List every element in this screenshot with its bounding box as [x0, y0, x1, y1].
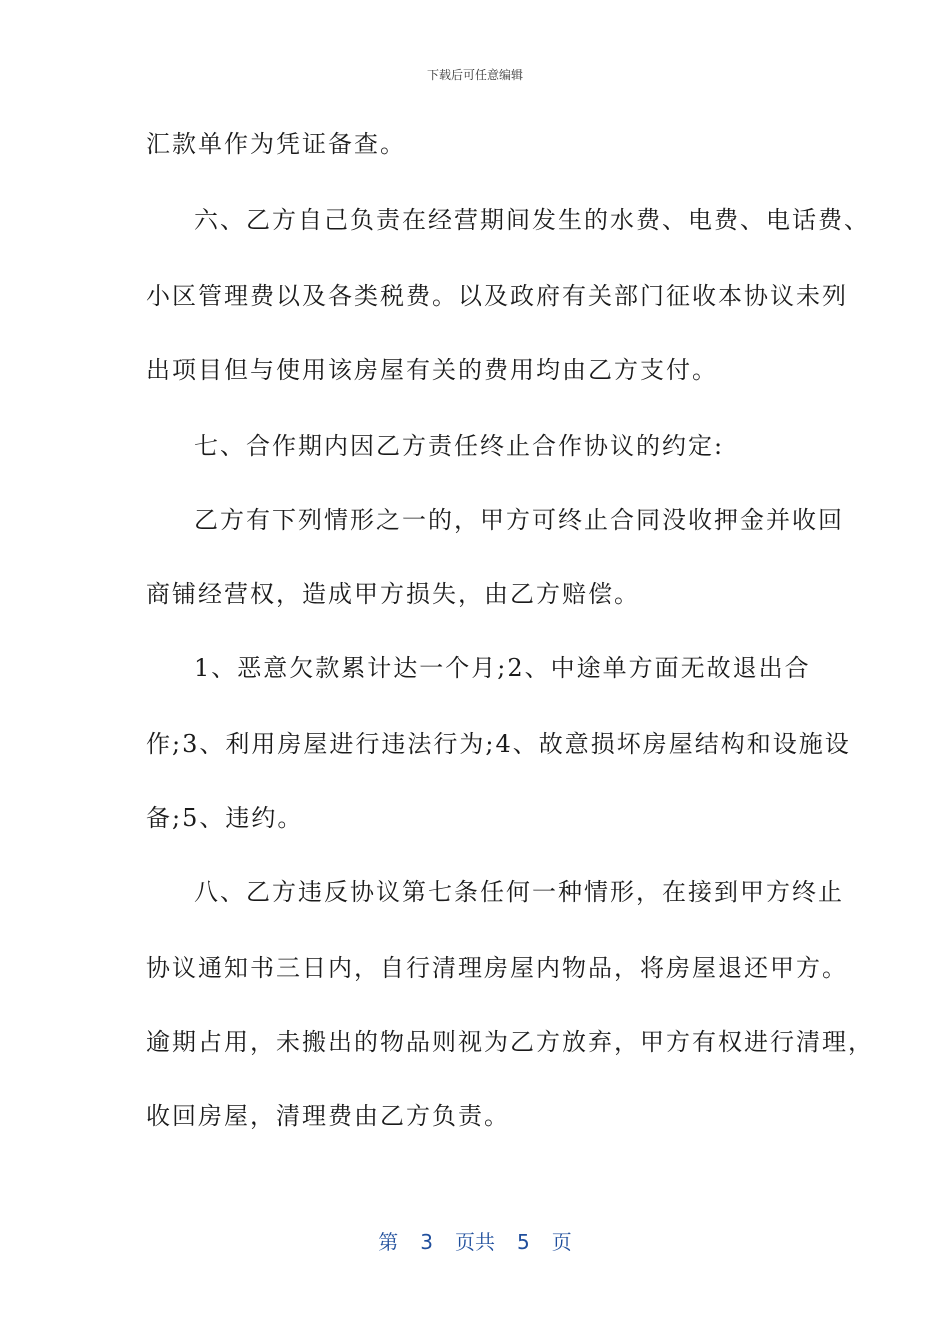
body-line-2: 六、乙方自己负责在经营期间发生的水费、电费、电话费、	[194, 206, 870, 234]
body-line-1: 汇款单作为凭证备查。	[146, 130, 406, 158]
page-header: 下载后可任意编辑	[426, 68, 523, 82]
body-line-13: 逾期占用，未搬出的物品则视为乙方放弃，甲方有权进行清理，	[146, 1028, 874, 1056]
body-line-5: 七、合作期内因乙方责任终止合作协议的约定:	[194, 432, 725, 460]
body-line-11: 八、乙方违反协议第七条任何一种情形，在接到甲方终止	[194, 878, 844, 906]
body-line-12: 协议通知书三日内，自行清理房屋内物品，将房屋退还甲方。	[146, 954, 848, 982]
body-line-14: 收回房屋，清理费由乙方负责。	[146, 1102, 510, 1130]
body-line-3: 小区管理费以及各类税费。以及政府有关部门征收本协议未列	[146, 282, 848, 310]
body-line-6: 乙方有下列情形之一的，甲方可终止合同没收押金并收回	[194, 506, 844, 534]
footer-page-number: 3	[420, 1230, 433, 1254]
footer-suffix: 页	[551, 1230, 572, 1254]
body-line-9: 作;3、利用房屋进行违法行为;4、故意损坏房屋结构和设施设	[146, 730, 851, 758]
body-line-7: 商铺经营权，造成甲方损失，由乙方赔偿。	[146, 580, 640, 608]
body-line-4: 出项目但与使用该房屋有关的费用均由乙方支付。	[146, 356, 718, 384]
footer-middle: 页共	[455, 1230, 495, 1254]
page-footer	[0, 1226, 950, 1255]
footer-total-pages: 5	[517, 1230, 530, 1254]
body-line-10: 备;5、违约。	[146, 804, 304, 832]
body-line-8: 1、恶意欠款累计达一个月;2、中途单方面无故退出合	[194, 654, 811, 682]
footer-prefix: 第	[378, 1230, 399, 1254]
